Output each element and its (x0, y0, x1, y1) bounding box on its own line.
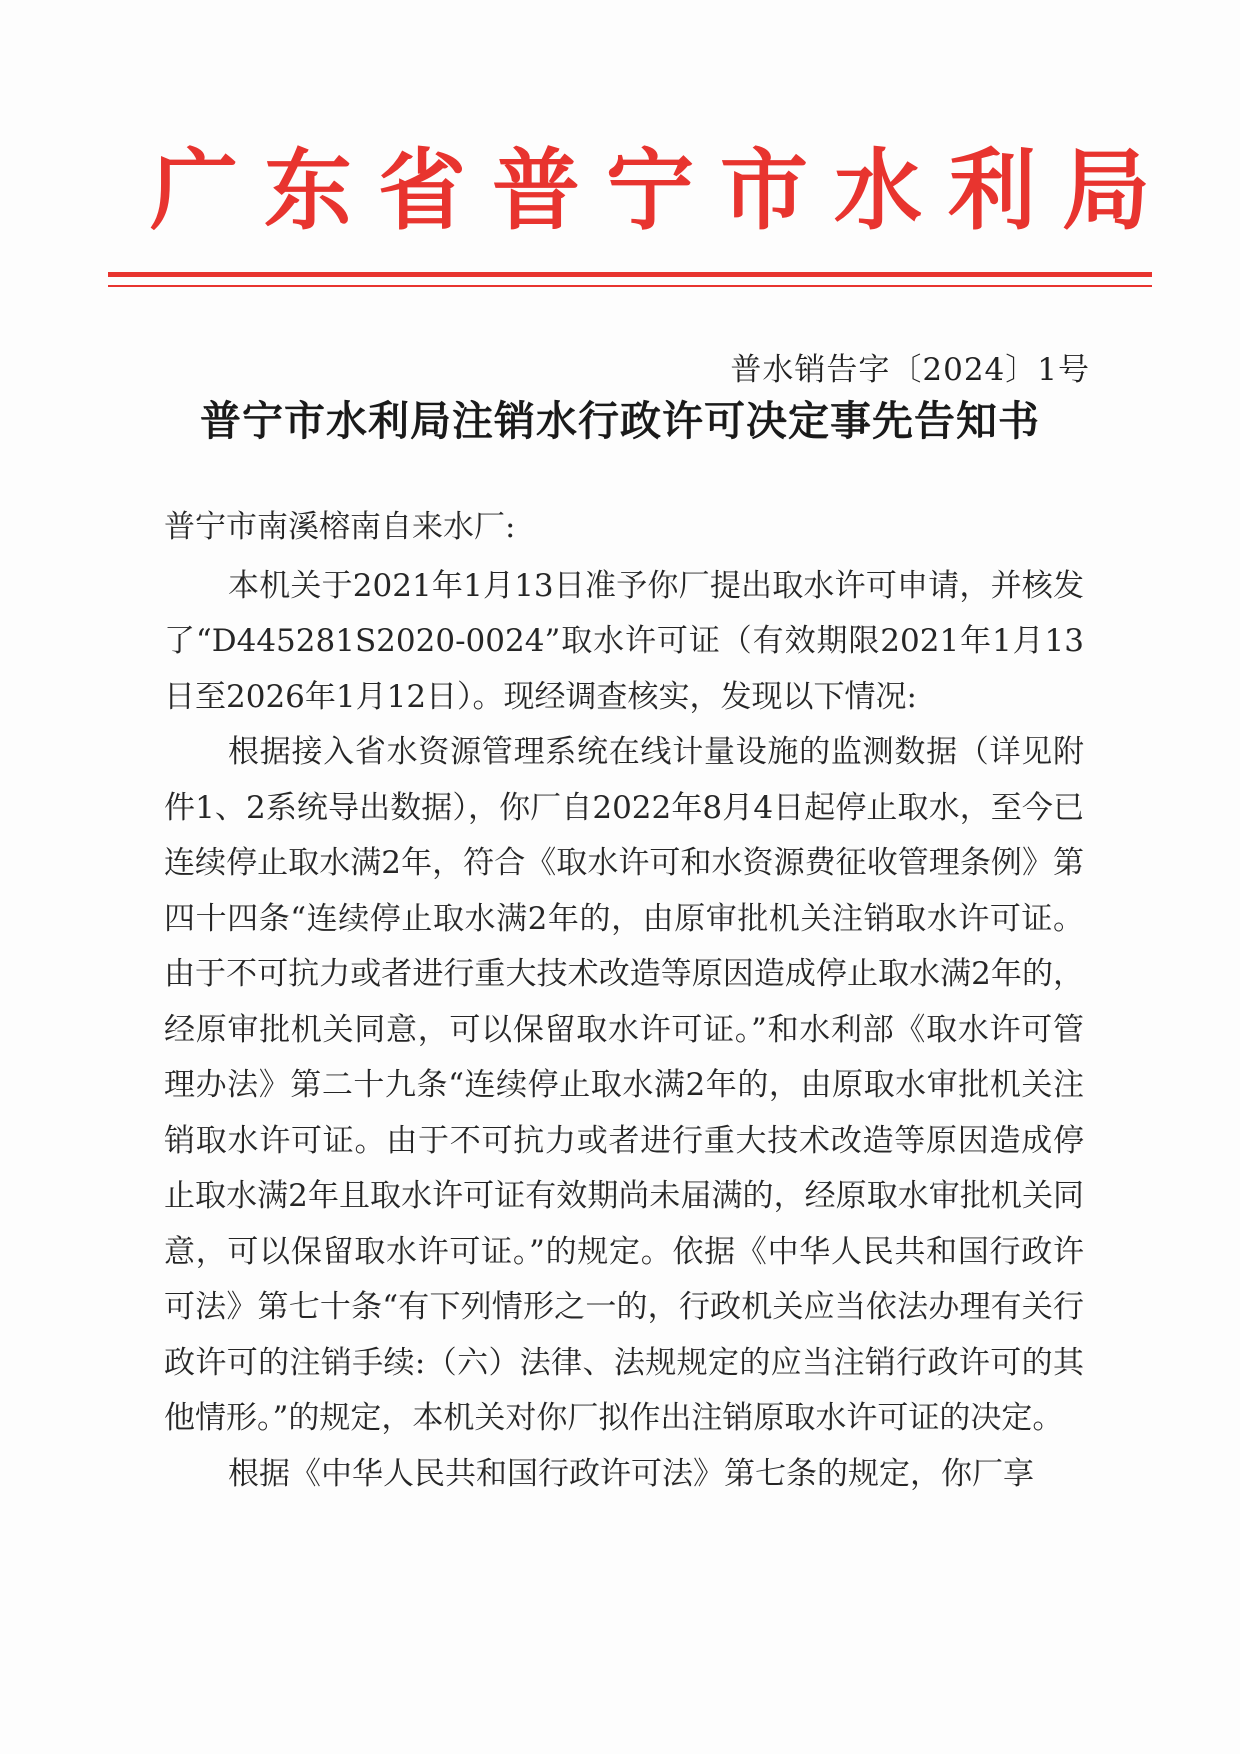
body-paragraph-3: 根据《中华人民共和国行政许可法》第七条的规定，你厂享 (228, 1455, 1034, 1492)
body-paragraph-1: 本机关于2021年1月13日准予你厂提出取水许可申请，并核发了“D445281S2020-0024”取水许可证（有效期限2021年1月13日至2026年1月12日）。现经调查核实，发现以下情况: (164, 567, 1084, 715)
masthead-rule-thick (108, 272, 1152, 277)
document-body (164, 500, 1084, 1502)
salutation: 普宁市南溪榕南自来水厂: (164, 509, 516, 545)
body-paragraph-2: 根据接入省水资源管理系统在线计量设施的监测数据（详见附件1、2系统导出数据），你厂自2022年8月4日起停止取水，至今已连续停止取水满2年，符合《取水许可和水资源费征收管理条例》第四十四条“连续停止取水满2年的，由原审批机关注销取水许可证。由于不可抗力或者进行重大技术改造等原因造成停止取水满2年的，经原审批机关同意，可以保留取水许可证。”和水利部《取水许可管理办法》第二十九条“连续停止取水满2年的，由原取水审批机关注销取水许可证。由于不可抗力或者进行重大技术改造等原因造成停止取水满2年且取水许可证有效期尚未届满的，经原取水审批机关同意，可以保留取水许可证。”的规定。依据《中华人民共和国行政许可法》第七十条“有下列情形之一的，行政机关应当依法办理有关行政许可的注销手续:（六）法律、法规规定的应当注销行政许可的其他情形。”的规定，本机关对你厂拟作出注销原取水许可证的决定。 (164, 734, 1084, 1436)
issuer-masthead: 广东省普宁市水利局 (150, 138, 1177, 242)
masthead-rule-thin (108, 285, 1152, 287)
document-title: 普宁市水利局注销水行政许可决定事先告知书 (200, 397, 1040, 445)
document-number: 普水销告字〔2024〕1号 (730, 352, 1090, 388)
